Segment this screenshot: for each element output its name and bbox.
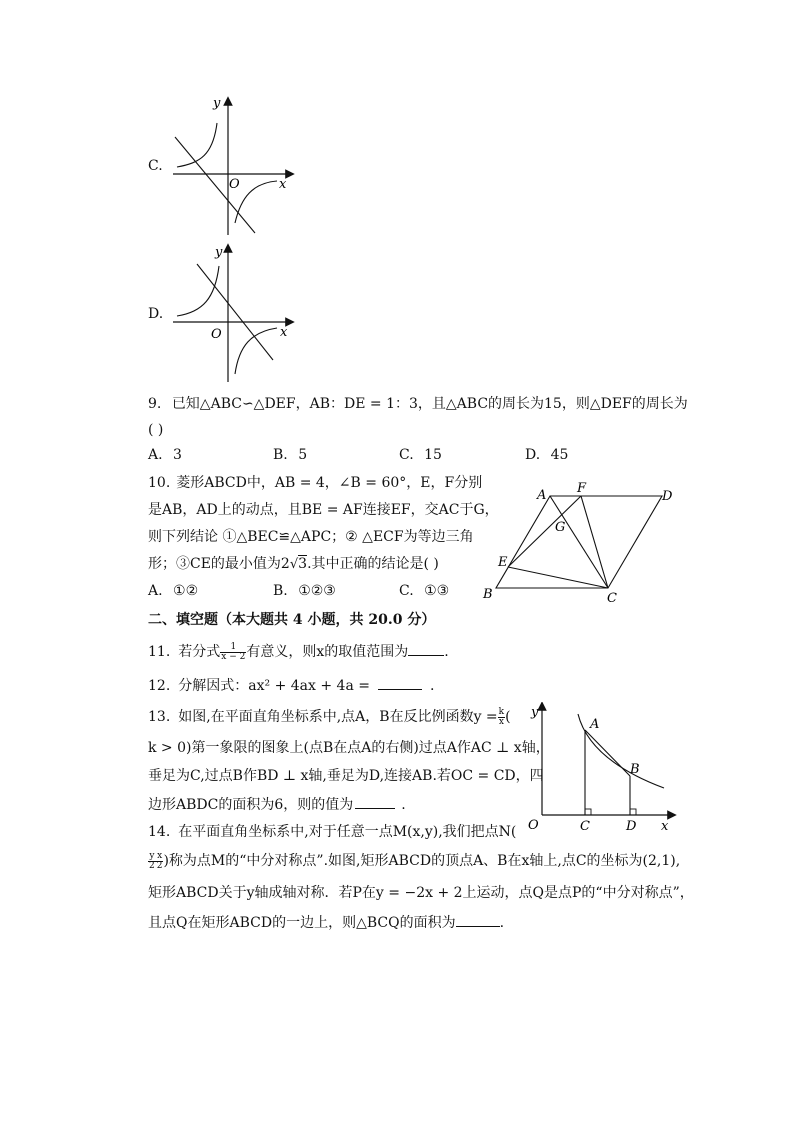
hyperbola-branch-lower xyxy=(235,328,277,374)
q10-line2: 是AB，AD上的动点，且BE = AF连接EF，交AC于G， xyxy=(148,502,499,518)
axis-x-label: x xyxy=(661,819,669,834)
q13-line2: k > 0)第一象限的图象上(点B在点A的右侧)过点A作AC ⊥ x轴， xyxy=(148,740,550,756)
point-c-label: C xyxy=(580,819,590,834)
q9-stem-line1: 已知△ABC∽△DEF，AB：DE = 1：3，且△ABC的周长为15，则△DEF的周长为 xyxy=(171,396,688,412)
q9-stem-line2: ( ) xyxy=(148,422,164,438)
q13-figure xyxy=(520,702,680,834)
option-c-graph xyxy=(165,95,295,240)
q10-line4: 形；③CE的最小值为2√3.其中正确的结论是( ) xyxy=(148,556,439,572)
hyperbola-branch-upper xyxy=(177,266,219,316)
point-c-label: C xyxy=(607,591,617,606)
point-f-label: F xyxy=(577,481,587,496)
option-c-label: C. xyxy=(148,158,163,174)
right-angle-d xyxy=(630,809,636,815)
q13-fraction: $\frac{k}{x}$ xyxy=(498,706,505,727)
axis-x-label: x xyxy=(280,325,288,340)
point-d-label: D xyxy=(662,489,673,504)
hyperbola-branch-upper xyxy=(177,123,217,167)
answer-blank[interactable] xyxy=(378,675,422,690)
axis-y-label: y xyxy=(215,245,223,260)
q14-line4: 且点Q在矩形ABCD的一边上，则△BCQ的面积为 . xyxy=(148,912,504,933)
origin-label: O xyxy=(528,818,539,833)
q14-line2: $\frac{y}{2}$ $\frac{x}{2}$ )称为点M的“中分对称点”.如图,矩形ABCD的顶点A、B在x轴上,点C的坐标为(2,1), xyxy=(149,850,681,871)
segment-ec xyxy=(508,567,608,588)
right-angle-c xyxy=(585,809,591,815)
q13-line4: 边形ABDC的面积为6，则的值为 . xyxy=(148,794,406,815)
q12-stem: 12. 分解因式：ax² + 4ax + 4a = . xyxy=(148,675,434,696)
q9-option-b: B. 5 xyxy=(273,447,308,463)
q9-number: 9. xyxy=(148,396,162,412)
point-g-label: G xyxy=(555,520,566,535)
point-a-label: A xyxy=(537,488,547,503)
q11-fraction: $\frac{1}{x - 2}$ xyxy=(221,641,246,662)
point-d-label: D xyxy=(626,819,637,834)
point-a-label: A xyxy=(590,717,600,732)
q11-stem: 11. 若分式 $\frac{1}{x - 2}$ 有意义，则x的取值范围为 . xyxy=(148,641,449,662)
point-b-label: B xyxy=(630,762,640,777)
option-d-label: D. xyxy=(148,306,164,322)
q13-line1: 13. 如图,在平面直角坐标系中,点A，B在反比例函数y = $\frac{k}{x}$ ( xyxy=(148,706,511,727)
answer-blank[interactable] xyxy=(456,912,500,927)
axis-y-label: y xyxy=(213,96,221,111)
q9-option-d: D. 45 xyxy=(525,447,569,463)
segment-ab xyxy=(585,730,630,776)
axis-x-label: x xyxy=(279,177,287,192)
q14-fraction-x: $\frac{x}{2}$ xyxy=(156,850,163,871)
origin-label: O xyxy=(211,327,222,342)
q10-line3: 则下列结论 ①△BEC≌△APC；② △ECF为等边三角 xyxy=(148,529,474,545)
section-title: 二、填空题（本大题共 4 小题，共 20.0 分） xyxy=(148,612,436,628)
q14-fraction-y: $\frac{y}{2}$ xyxy=(149,850,155,871)
q10-line1: 10. 菱形ABCD中，AB = 4，∠B = 60°，E，F分别 xyxy=(148,475,483,491)
point-e-label: E xyxy=(498,555,508,570)
point-b-label: B xyxy=(483,587,493,602)
q9-option-a: A. 3 xyxy=(148,447,182,463)
q10-option-c: C. ①③ xyxy=(399,583,450,599)
segment-fc xyxy=(581,496,608,588)
answer-blank[interactable] xyxy=(355,794,395,809)
linear-line xyxy=(175,137,255,233)
q9-option-c: C. 15 xyxy=(399,447,442,463)
q10-option-a: A. ①② xyxy=(148,583,199,599)
q10-rhombus-figure xyxy=(480,480,680,608)
answer-blank[interactable] xyxy=(408,641,444,656)
linear-line xyxy=(197,264,273,360)
segment-ac xyxy=(550,496,608,588)
q14-line1: 14. 在平面直角坐标系中,对于任意一点M(x,y),我们把点N( xyxy=(148,824,517,840)
segment-ef xyxy=(508,496,581,567)
sqrt-symbol: √ xyxy=(289,557,299,572)
q9-stem xyxy=(148,394,688,414)
option-d-graph xyxy=(165,242,295,387)
q13-line3: 垂足为C,过点B作BD ⊥ x轴,垂足为D,连接AB.若OC = CD，四 xyxy=(148,768,544,784)
q10-option-b: B. ①②③ xyxy=(273,583,336,599)
q14-line3: 矩形ABCD关于y轴成轴对称．若P在y = −2x + 2上运动，点Q是点P的“中分对称点”， xyxy=(148,885,694,901)
axis-y-label: y xyxy=(531,705,539,720)
origin-label: O xyxy=(229,177,240,192)
